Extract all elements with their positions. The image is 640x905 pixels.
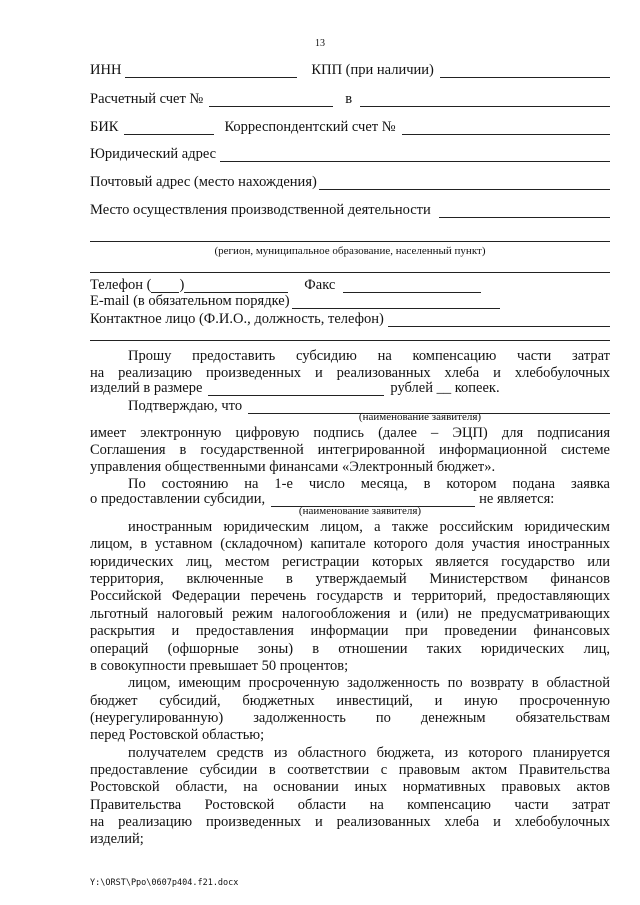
bik-field[interactable] xyxy=(124,121,214,135)
phone-code-field[interactable] xyxy=(151,279,179,293)
postal-address-field[interactable] xyxy=(319,176,610,190)
fax-field[interactable] xyxy=(343,279,481,293)
email-field[interactable] xyxy=(292,295,500,309)
corr-account-label: Корреспондентский счет № xyxy=(224,119,396,135)
paragraph-line: предоставление субсидии в соответствии с правовым актом Правительства xyxy=(90,761,610,778)
paragraph-line: (неурегулированную) задолженность по денежным обязательствам xyxy=(90,709,610,726)
state-line-1: По состоянию на 1-е число месяца, в котором подана заявка xyxy=(128,476,610,492)
legal-address-label: Юридический адрес xyxy=(90,146,217,162)
postal-address-row xyxy=(90,174,610,190)
paragraph-line: лицом, имеющим просроченную задолженность по возврату в областной xyxy=(128,675,610,692)
paragraph-line: Ростовской области, на основании иных нормативных правовых актов xyxy=(90,779,610,796)
legal-address-field[interactable] xyxy=(220,148,610,162)
paragraph-line: операций (офшорные зоны) в отношении таких юридических лиц, xyxy=(90,640,610,657)
inn-kpp-row xyxy=(90,62,610,78)
corr-account-field[interactable] xyxy=(402,121,610,135)
extra-line[interactable] xyxy=(90,272,610,273)
paragraph-line: перед Ростовской областью; xyxy=(90,727,265,744)
state-suffix: не является: xyxy=(479,491,555,507)
contact-field[interactable] xyxy=(388,313,610,327)
account-field[interactable] xyxy=(209,93,333,107)
contact-line-2[interactable] xyxy=(90,340,610,341)
phone-label: Телефон ( xyxy=(90,277,152,293)
amount-field[interactable] xyxy=(208,382,384,396)
account-label: Расчетный счет № xyxy=(90,91,204,107)
production-place-field[interactable] xyxy=(439,204,610,218)
contact-label: Контактное лицо (Ф.И.О., должность, телефон) xyxy=(90,311,384,327)
fax-label: Факс xyxy=(304,277,336,293)
postal-address-label: Почтовый адрес (место нахождения) xyxy=(90,174,317,190)
footer-path: Y:\ORST\Ppo\0607p404.f21.docx xyxy=(90,878,239,888)
ecp-line-3: управления общественными финансами «Электронный бюджет». xyxy=(90,459,496,475)
paragraph-line: льготный налоговый режим налогообложения и (или) не предусматривающих xyxy=(90,605,610,622)
confirm-label: Подтверждаю, что xyxy=(128,398,243,414)
paragraph-line: юридических лиц, местом регистрации которых является государство или xyxy=(90,553,610,570)
applicant-caption: (наименование заявителя) xyxy=(358,411,482,423)
amount-suffix: рублей __ копеек. xyxy=(390,380,500,396)
request-line-3 xyxy=(90,380,610,396)
email-row xyxy=(90,293,610,309)
region-line[interactable] xyxy=(90,241,610,242)
legal-address-row xyxy=(90,146,610,162)
request-line-2: на реализацию произведенных и реализованных хлеба и хлебобулочных xyxy=(90,365,610,381)
inn-field[interactable] xyxy=(125,64,297,78)
applicant-caption-2: (наименование заявителя) xyxy=(298,505,422,517)
phone-field[interactable] xyxy=(184,279,288,293)
paragraph-line: иностранным юридическим лицом, а также российским юридическим xyxy=(128,519,610,535)
paragraph-line: Российской Федерации перечень государств и территорий, предоставляющих xyxy=(90,588,610,605)
paragraph-line: территория, включенные в утверждаемый Министерством финансов xyxy=(90,571,610,588)
ecp-line-2: Соглашения в государственной интегрированной информационной системе xyxy=(90,442,610,458)
bank-field[interactable] xyxy=(360,93,610,107)
request-line-1: Прошу предоставить субсидию на компенсацию части затрат xyxy=(128,348,610,364)
paragraph-line: получателем средств из областного бюджета, из которого планируется xyxy=(128,744,610,761)
bik-row xyxy=(90,119,610,135)
state-label: о предоставлении субсидии, xyxy=(90,491,266,507)
bik-label: БИК xyxy=(90,119,119,135)
production-place-row xyxy=(90,202,610,218)
paragraph-line: в совокупности превышает 50 процентов; xyxy=(90,657,349,674)
bank-label: в xyxy=(345,91,353,107)
paragraph-line: раскрытия и предоставления информации при проведении финансовых xyxy=(90,623,610,640)
paragraph-line: изделий; xyxy=(90,831,144,848)
ecp-line-1: имеет электронную цифровую подпись (далее – ЭЦП) для подписания xyxy=(90,425,610,441)
inn-label: ИНН xyxy=(90,62,122,78)
phone-fax-row xyxy=(90,277,610,293)
amount-label: изделий в размере xyxy=(90,380,203,396)
email-label: E-mail (в обязательном порядке) xyxy=(90,293,290,309)
paragraph-line: бюджет субсидий, бюджетных инвестиций, и иную просроченную xyxy=(90,692,610,709)
production-place-label: Место осуществления производственной деятельности xyxy=(90,202,431,218)
account-row xyxy=(90,91,610,107)
paragraph-line: Правительства Ростовской области на компенсацию части затрат xyxy=(90,796,610,813)
phone-close: ) xyxy=(179,277,185,293)
page-number: 13 xyxy=(315,38,325,49)
kpp-label: КПП (при наличии) xyxy=(311,62,434,78)
paragraph-line: лицом, в уставном (складочном) капитале которого доля участия иностранных xyxy=(90,536,610,553)
region-caption: (регион, муниципальное образование, населенный пункт) xyxy=(214,245,486,257)
paragraph-line: на реализацию произведенных и реализованных хлеба и хлебобулочных xyxy=(90,814,610,830)
kpp-field[interactable] xyxy=(440,64,610,78)
contact-row xyxy=(90,311,610,327)
